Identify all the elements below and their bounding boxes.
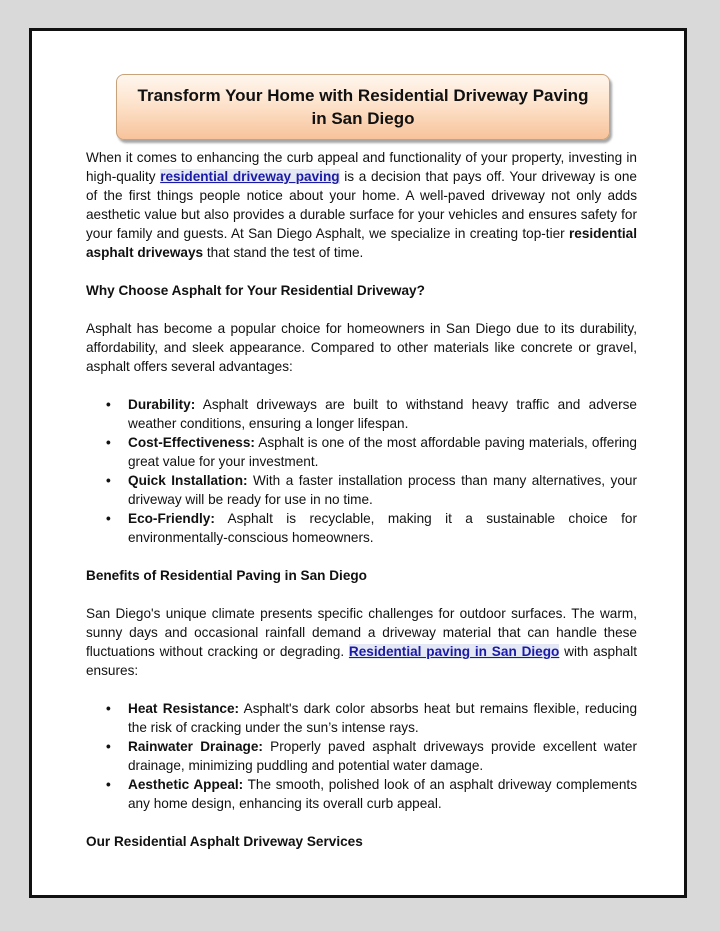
list-item-text: Asphalt driveways are built to withstand heavy traffic and adverse weather conditions, ensuring a longer lifespan. [128,397,637,431]
list-item [86,509,637,547]
intro-bold-text: residential asphalt driveways [86,226,637,260]
bullet-icon: • [106,435,111,450]
list-item-text: The smooth, polished look of an asphalt driveway complements any home design, enhancing its overall curb appeal. [128,777,638,811]
section-heading-why-asphalt: Why Choose Asphalt for Your Residential Driveway? [86,283,425,298]
section1-paragraph: Asphalt has become a popular choice for homeowners in San Diego due to its durability, affordability, and sleek appearance. Compared to other materials like concrete or gravel, asphalt offers several advantages: [86,321,637,374]
list-item-label: Eco-Friendly: [128,511,215,526]
list-item-text: Asphalt is one of the most affordable paving materials, offering great value for your investment. [128,435,637,469]
bullet-icon: • [106,701,111,716]
list-item-text: Properly paved asphalt driveways provide excellent water drainage, minimizing puddling and potential water damage. [128,739,638,773]
list-item-label: Aesthetic Appeal: [128,777,244,792]
list-item [86,699,637,737]
list-item-text: Asphalt's dark color absorbs heat but remains flexible, reducing the risk of cracking under the sun’s intense rays. [128,701,638,735]
list-item [86,775,637,813]
bullet-icon: • [106,473,111,488]
benefits-list [86,699,637,813]
list-item-label: Durability: [128,397,196,412]
bullet-icon: • [106,777,111,792]
bullet-icon: • [106,739,111,754]
advantages-list [86,395,637,547]
list-item-label: Cost-Effectiveness: [128,435,255,450]
section2-text-1: San Diego's unique climate presents specific challenges for outdoor surfaces. The warm, sunny days and occasional rainfall demand a driveway material that can handle these fluctuations without cracking or degrading. [86,606,637,659]
list-item-text: With a faster installation process than many alternatives, your driveway will be ready for use in no time. [128,473,637,507]
intro-text-2: is a decision that pays off. Your driveway is one of the first things people notice about your home. A well-paved driveway not only adds aesthetic value but also provides a durable surface for your vehicles and ensures safety for your family and guests. At San Diego Asphalt, we specialize in creating top-tier [86,169,637,241]
bullet-icon: • [106,511,111,526]
document-page [29,28,687,898]
document-body [86,148,637,851]
list-item-text: Asphalt is recyclable, making it a sustainable choice for environmentally-conscious homeowners. [128,511,637,545]
residential-driveway-paving-link[interactable]: residential driveway paving [160,169,340,184]
intro-text-1: When it comes to enhancing the curb appeal and functionality of your property, investing in high-quality [86,150,637,184]
list-item [86,471,637,509]
intro-paragraph [86,148,637,262]
list-item [86,395,637,433]
list-item-label: Heat Resistance: [128,701,240,716]
page-title: Transform Your Home with Residential Driveway Paving in San Diego [137,86,589,128]
section-heading-services: Our Residential Asphalt Driveway Services [86,834,363,849]
residential-paving-san-diego-link[interactable]: Residential paving in San Diego [348,644,560,659]
section-heading-benefits: Benefits of Residential Paving in San Diego [86,568,367,583]
list-item-label: Quick Installation: [128,473,248,488]
section2-text-2: with asphalt ensures: [86,644,638,678]
intro-text-3: that stand the test of time. [203,245,364,260]
section2-paragraph [86,604,637,680]
list-item [86,433,637,471]
title-banner [116,74,610,140]
list-item-label: Rainwater Drainage: [128,739,263,754]
list-item [86,737,637,775]
bullet-icon: • [106,397,111,412]
